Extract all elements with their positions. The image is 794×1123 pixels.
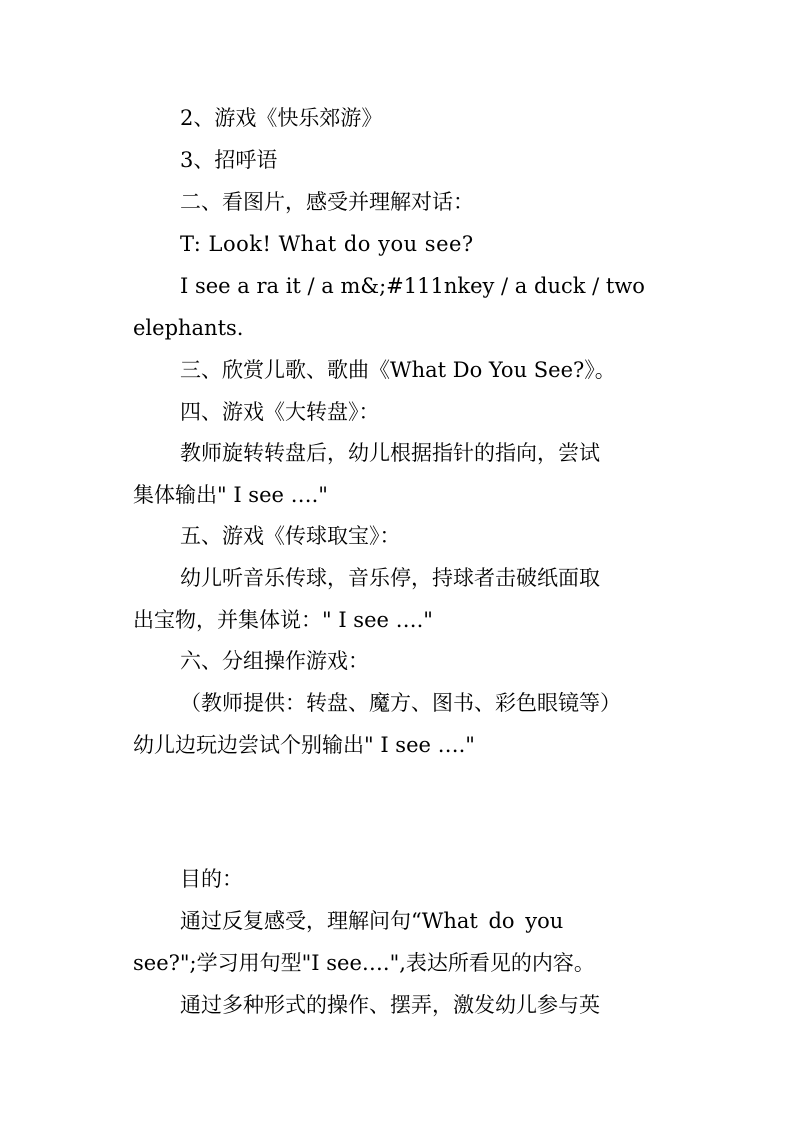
text-line: elephants.	[133, 316, 244, 340]
section-heading: 五、游戏《传球取宝》：	[180, 524, 401, 548]
text-line: （教师提供：转盘、魔方、图书、彩色眼镜等）	[180, 691, 621, 715]
text-line: see?";学习用句型"I see….",表达所看见的内容。	[133, 951, 595, 975]
text-line: T: Look! What do you see?	[180, 232, 474, 256]
text-line: 幼儿听音乐传球，音乐停，持球者击破纸面取	[180, 566, 600, 590]
text-line: 通过多种形式的操作、摆弄，激发幼儿参与英	[180, 993, 600, 1017]
section-heading: 六、分组操作游戏：	[180, 649, 369, 673]
text-line: 2、游戏《快乐郊游》	[180, 106, 383, 130]
text-line: 幼儿边玩边尝试个别输出" I see …."	[133, 733, 475, 757]
text-line: 教师旋转转盘后，幼儿根据指针的指向，尝试	[180, 441, 600, 465]
section-heading: 四、游戏《大转盘》：	[180, 400, 380, 424]
section-heading: 目的：	[180, 867, 243, 891]
text-line: I see a ra it / a m&;#111nkey / a duck / two	[180, 274, 645, 298]
text-line: 出宝物，并集体说：" I see …."	[133, 608, 433, 632]
section-heading: 三、欣赏儿歌、歌曲《What Do You See?》。	[180, 358, 616, 382]
text-line: 3、招呼语	[180, 148, 278, 172]
text-line: 通过反复感受，理解问句“What do you	[180, 909, 564, 933]
section-heading: 二、看图片，感受并理解对话：	[180, 190, 474, 214]
text-line: 集体输出" I see …."	[133, 483, 328, 507]
